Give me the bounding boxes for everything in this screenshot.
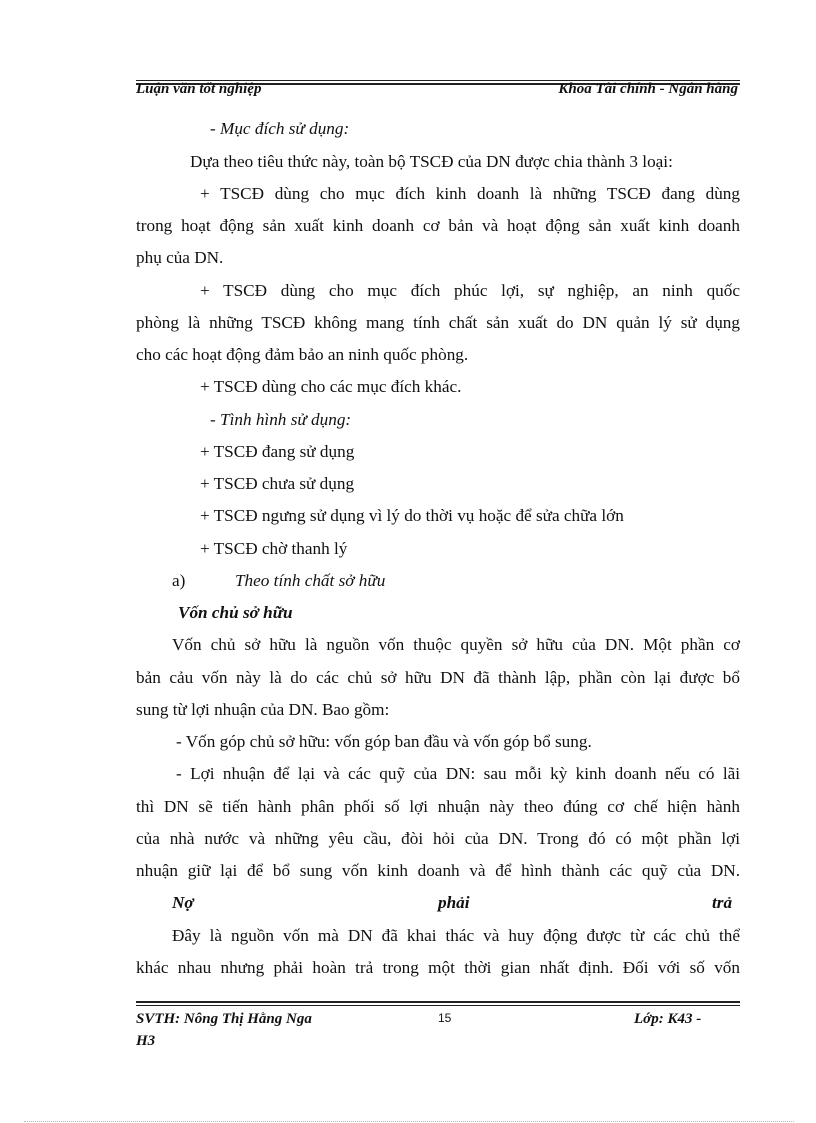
- line-26: Đây là nguồn vốn mà DN đã khai thác và huy động được từ các chủ thể: [172, 926, 740, 945]
- footer-student-cont: H3: [136, 1033, 156, 1049]
- line-25-heading-b: phải: [438, 893, 470, 912]
- running-header: [136, 81, 740, 101]
- line-10: - Tình hình sử dụng:: [210, 410, 352, 429]
- line-2: Dựa theo tiêu thức này, toàn bộ TSCĐ của DN được chia thành 3 loại:: [190, 152, 673, 171]
- line-11: + TSCĐ đang sử dụng: [200, 442, 355, 461]
- line-4: trong hoạt động sản xuất kinh doanh cơ bản và hoạt động sản xuất kinh doanh: [136, 216, 740, 235]
- line-25-heading-c: trả: [712, 893, 733, 912]
- line-27: khác nhau nhưng phải hoàn trả trong một thời gian nhất định. Đối với số vốn: [136, 958, 740, 977]
- line-18: bản cảu vốn này là do các chủ sở hữu DN đã thành lập, phần còn lại được bổ: [136, 668, 740, 687]
- line-19: sung từ lợi nhuận của DN. Bao gồm:: [136, 700, 390, 719]
- line-12: + TSCĐ chưa sử dụng: [200, 474, 355, 493]
- line-17: Vốn chủ sở hữu là nguồn vốn thuộc quyền sở hữu của DN. Một phần cơ: [172, 635, 740, 654]
- footer-student: SVTH: Nông Thị Hằng Nga: [136, 1011, 312, 1027]
- line-13: + TSCĐ ngưng sử dụng vì lý do thời vụ hoặc để sửa chữa lớn: [200, 506, 624, 525]
- line-23: của nhà nước và những yêu cầu, đòi hỏi của DN. Trong đó có một phần lợi: [136, 829, 740, 848]
- line-16-heading: Vốn chủ sở hữu: [178, 603, 293, 622]
- page-bottom-edge: [24, 1121, 794, 1122]
- line-25-heading-a: Nợ: [172, 893, 194, 912]
- line-9: + TSCĐ dùng cho các mục đích khác.: [200, 377, 462, 396]
- line-15-label: a): [172, 571, 186, 590]
- header-right: Khoa Tài chính - Ngân hàng: [558, 81, 738, 97]
- footer-rule: [136, 1001, 740, 1006]
- header-left: Luận văn tốt nghiệp: [136, 81, 262, 97]
- line-21: - Lợi nhuận để lại và các quỹ của DN: sau mỗi kỳ kinh doanh nếu có lãi: [176, 764, 740, 783]
- line-6: + TSCĐ dùng cho mục đích phúc lợi, sự nghiệp, an ninh quốc: [200, 281, 740, 300]
- line-15-text: Theo tính chất sở hữu: [235, 571, 386, 590]
- line-1: - Mục đích sử dụng:: [210, 119, 350, 138]
- line-14: + TSCĐ chờ thanh lý: [200, 539, 348, 558]
- line-5: phụ của DN.: [136, 248, 224, 267]
- line-7: phòng là những TSCĐ không mang tính chất sản xuất do DN quản lý sử dụng: [136, 313, 740, 332]
- line-8: cho các hoạt động đảm bảo an ninh quốc phòng.: [136, 345, 469, 364]
- line-22: thì DN sẽ tiến hành phân phối số lợi nhuận này theo đúng cơ chế hiện hành: [136, 797, 740, 816]
- page-number: 15: [438, 1011, 452, 1025]
- footer-class: Lớp: K43 -: [634, 1011, 702, 1027]
- line-3: + TSCĐ dùng cho mục đích kinh doanh là những TSCĐ đang dùng: [200, 184, 740, 203]
- line-24: nhuận giữ lại để bổ sung vốn kinh doanh và để hình thành các quỹ của DN.: [136, 861, 740, 880]
- line-20: - Vốn góp chủ sở hữu: vốn góp ban đầu và vốn góp bổ sung.: [176, 732, 592, 751]
